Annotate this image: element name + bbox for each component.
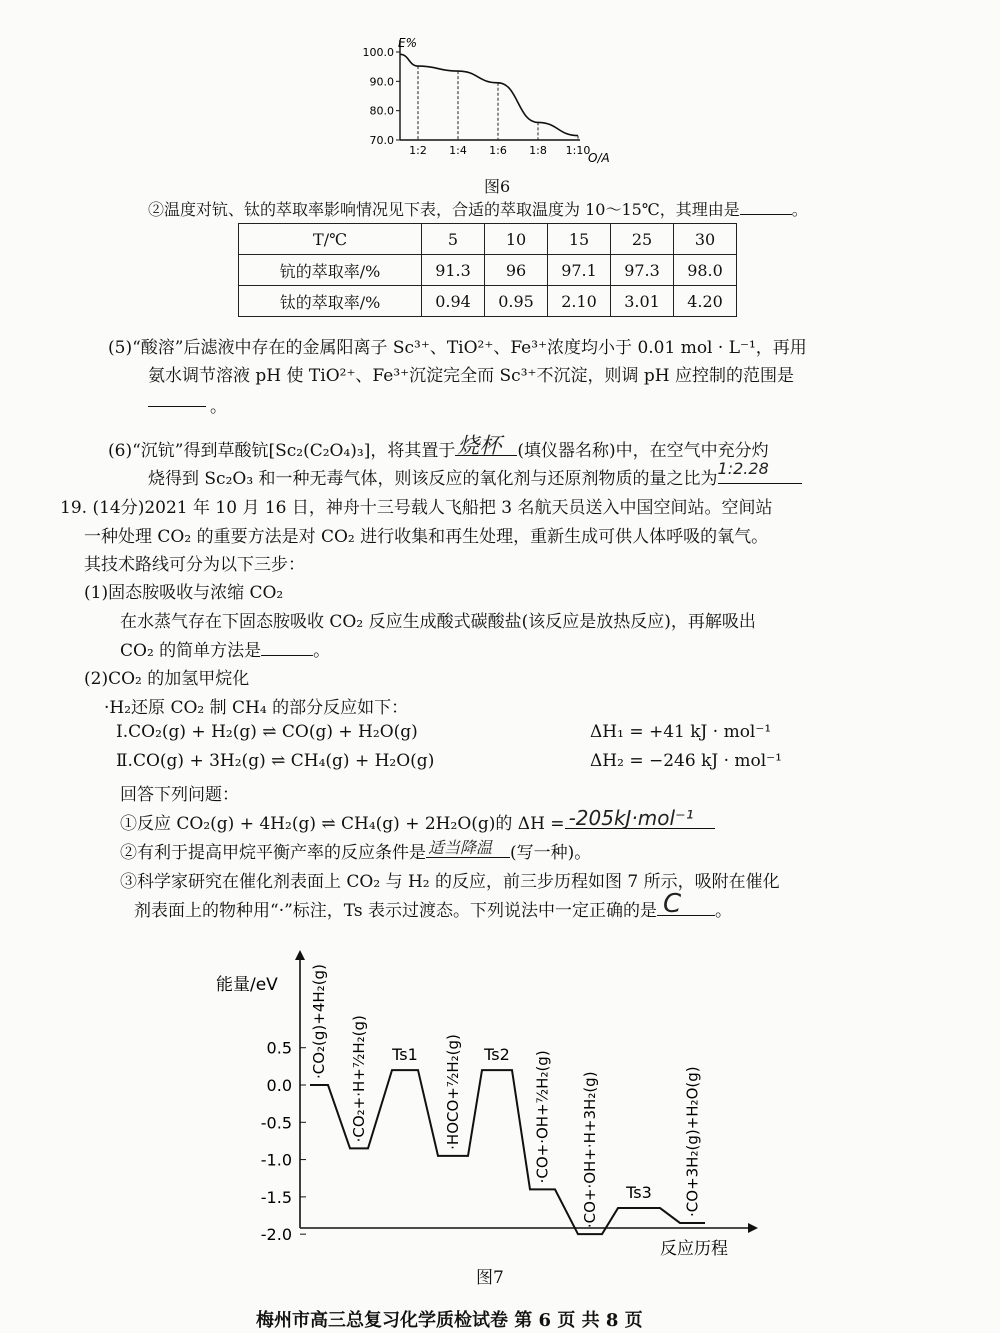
answer-blank (426, 838, 510, 858)
species-label: ·CO+·OH+·H+3H₂(g) (581, 1071, 599, 1229)
table-cell: 3.01 (611, 286, 674, 317)
figure6-caption: 图6 (484, 177, 511, 196)
answer-blank (740, 214, 792, 215)
answer-blank (148, 406, 206, 407)
subquestion-3-line-2 (134, 889, 733, 921)
subquestion-3-line-1: ③科学家研究在催化剂表面上 CO₂ 与 H₂ 的反应，前三步历程如图 7 所示，吸附在催化 (120, 872, 780, 892)
q4-temperature-question (148, 197, 808, 220)
y-tick-label: 0.5 (266, 1038, 292, 1058)
chart-gridlines (418, 66, 578, 140)
chart-tick-labels (261, 1039, 292, 1244)
q19-text: 剂表面上的物种用“·”标注，Ts 表示过渡态。下列说法中一定正确的是 (134, 901, 658, 921)
y-tick-label: 70.0 (369, 134, 394, 147)
species-label: ·CO+3H₂(g)+H₂O(g) (683, 1066, 702, 1217)
reaction-1-enthalpy: ΔH₁ = +41 kJ · mol⁻¹ (590, 722, 772, 742)
table-cell: 0.94 (422, 286, 485, 317)
y-tick-label: 80.0 (369, 104, 394, 118)
table-cell: 5 (422, 224, 485, 255)
y-tick-label: 0.0 (266, 1076, 292, 1095)
y-axis-label: E% (398, 36, 417, 50)
species-label: ·CO₂+·H+⁷⁄₂H₂(g) (350, 1015, 368, 1143)
y-tick-label: 100.0 (362, 46, 394, 59)
x-axis-arrow (748, 1223, 758, 1233)
reaction-1: Ⅰ.CO₂(g) + H₂(g) ⇌ CO(g) + H₂O(g) (116, 722, 418, 742)
q19-line-3: 其技术路线可分为以下三步： (84, 555, 305, 575)
y-axis-arrow (295, 950, 305, 960)
answer-blank (565, 806, 715, 830)
x-tick-label: 1:4 (449, 144, 467, 157)
table-cell: 2.10 (548, 286, 611, 317)
q19-text: (写一种)。 (510, 843, 592, 863)
y-axis-label: 能量/eV (216, 975, 278, 995)
y-tick-label: -1.0 (260, 1150, 292, 1170)
handwritten-answer: -205kJ·mol⁻¹ (568, 806, 694, 830)
q4-end: 。 (791, 200, 808, 219)
x-tick-label: 1:10 (565, 144, 591, 157)
table-cell: 97.3 (611, 255, 674, 286)
table-row (239, 286, 737, 317)
x-tick-label: 1:2 (409, 144, 427, 157)
q19-text: CO₂ 的简单方法是 (120, 641, 262, 661)
handwritten-answer: 适当降温 (428, 838, 493, 857)
species-label: ·CO+·OH+⁷⁄₂H₂(g) (533, 1050, 552, 1184)
species-labels (310, 964, 702, 1228)
energy-profile-chart (200, 920, 780, 1270)
table-cell: 97.1 (548, 255, 611, 286)
species-label: ·HOCO+⁷⁄₂H₂(g) (444, 1034, 462, 1150)
handwritten-answer: C (663, 889, 682, 919)
q6-line-2 (148, 459, 802, 489)
answer-blank (455, 434, 517, 459)
table-cell: 0.95 (485, 286, 548, 317)
table-header-row (239, 224, 737, 255)
table-cell: 4.20 (674, 286, 737, 317)
transition-state-label: Ts2 (484, 1045, 510, 1065)
handwritten-answer: 1:2.28 (717, 459, 769, 478)
period: 。 (210, 397, 227, 417)
reaction-2: Ⅱ.CO(g) + 3H₂(g) ⇌ CH₄(g) + H₂O(g) (116, 751, 435, 771)
q19-text: ①反应 CO₂(g) + 4H₂(g) ⇌ CH₄(g) + 2H₂O(g)的 ΔH = (120, 814, 565, 834)
energy-path (310, 1070, 705, 1234)
extraction-table (238, 223, 737, 317)
q5-text: 氨水调节溶液 pH 使 TiO²⁺、Fe³⁺沉淀完全而 Sc³⁺不沉淀，则调 pH 应控制的范围是 (148, 366, 795, 386)
q4-text: ②温度对钪、钛的萃取率影响情况见下表，合适的萃取温度为 10～15℃，其理由是 (148, 200, 740, 219)
table-cell: 钛的萃取率/% (239, 286, 422, 317)
x-axis-label: 反应历程 (660, 1239, 728, 1259)
figure7-caption: 图7 (476, 1268, 504, 1288)
y-tick-label: -0.5 (260, 1113, 292, 1133)
table-cell: 钪的萃取率/% (239, 255, 422, 286)
table-cell: 96 (485, 255, 548, 286)
table-cell: T/℃ (239, 224, 422, 255)
q6-text: 烧得到 Sc₂O₃ 和一种无毒气体，则该反应的氧化剂与还原剂物质的量之比为 (148, 469, 718, 489)
table-cell: 98.0 (674, 255, 737, 286)
y-tick-label: -2.0 (260, 1225, 292, 1245)
transition-state-label: Ts3 (626, 1183, 652, 1203)
extraction-curve (400, 54, 578, 135)
table-cell: 15 (548, 224, 611, 255)
q6-text: (填仪器名称)中，在空气中充分灼 (517, 441, 769, 461)
y-tick-label: 90.0 (369, 75, 394, 89)
answer-blank (657, 889, 715, 919)
subquestion-2 (120, 838, 591, 863)
answer-blank (261, 655, 313, 656)
q19-part1-line-2 (120, 636, 330, 661)
handwritten-answer: 烧杯 (457, 434, 502, 459)
q19-part2-intro: ·H₂还原 CO₂ 制 CH₄ 的部分反应如下： (104, 698, 409, 718)
answer-prompt: 回答下列问题： (120, 785, 239, 805)
q19-text: 在水蒸气存在下固态胺吸收 CO₂ 反应生成酸式碳酸盐(该反应是放热反应)，再解吸出 (120, 612, 756, 632)
reaction-2-enthalpy: ΔH₂ = −246 kJ · mol⁻¹ (590, 751, 782, 771)
energy-profile-line (310, 1070, 705, 1234)
period: 。 (313, 641, 331, 661)
transition-state-label: Ts1 (392, 1045, 418, 1065)
table-cell: 25 (611, 224, 674, 255)
q19-line-2: 一种处理 CO₂ 的重要方法是对 CO₂ 进行收集和再生处理，重新生成可供人体呼吸的氧气。 (84, 527, 769, 547)
q6-line-1 (108, 436, 769, 461)
q6-text: (6)“沉钪”得到草酸钪[Sc₂(C₂O₄)₃]，将其置于 (108, 441, 456, 461)
q19-end: 。 (715, 901, 733, 921)
q19-text: ②有利于提高甲烷平衡产率的反应条件是 (120, 843, 426, 863)
answer-blank (717, 459, 802, 484)
q19-part1-line-1 (120, 607, 756, 632)
x-tick-label: 1:8 (529, 144, 547, 157)
species-label: ·CO₂(g)+4H₂(g) (310, 964, 328, 1079)
page-footer: 梅州市高三总复习化学质检试卷 第 6 页 共 8 页 (256, 1310, 643, 1331)
table-cell: 30 (674, 224, 737, 255)
q19-line-1: 19. (14分)2021 年 10 月 16 日，神舟十三号载人飞船把 3 名航天员送入中国空间站。空间站 (60, 498, 773, 518)
chart-line (400, 54, 578, 135)
extraction-rate-chart (340, 30, 640, 175)
table-row (239, 255, 737, 286)
x-tick-label: 1:6 (489, 144, 507, 157)
y-tick-label: -1.5 (260, 1187, 292, 1207)
q5-line-1: (5)“酸溶”后滤液中存在的金属阳离子 Sc³⁺、TiO²⁺、Fe³⁺浓度均小于 0.01 mol · L⁻¹，再用 (108, 338, 807, 358)
subquestion-1 (120, 806, 715, 834)
x-axis-label: O/A (588, 151, 610, 165)
table-cell: 91.3 (422, 255, 485, 286)
table-cell: 10 (485, 224, 548, 255)
q19-part2-title: (2)CO₂ 的加氢甲烷化 (84, 669, 250, 689)
q19-part1-title: (1)固态胺吸收与浓缩 CO₂ (84, 583, 284, 603)
q5-line-2 (148, 361, 794, 386)
